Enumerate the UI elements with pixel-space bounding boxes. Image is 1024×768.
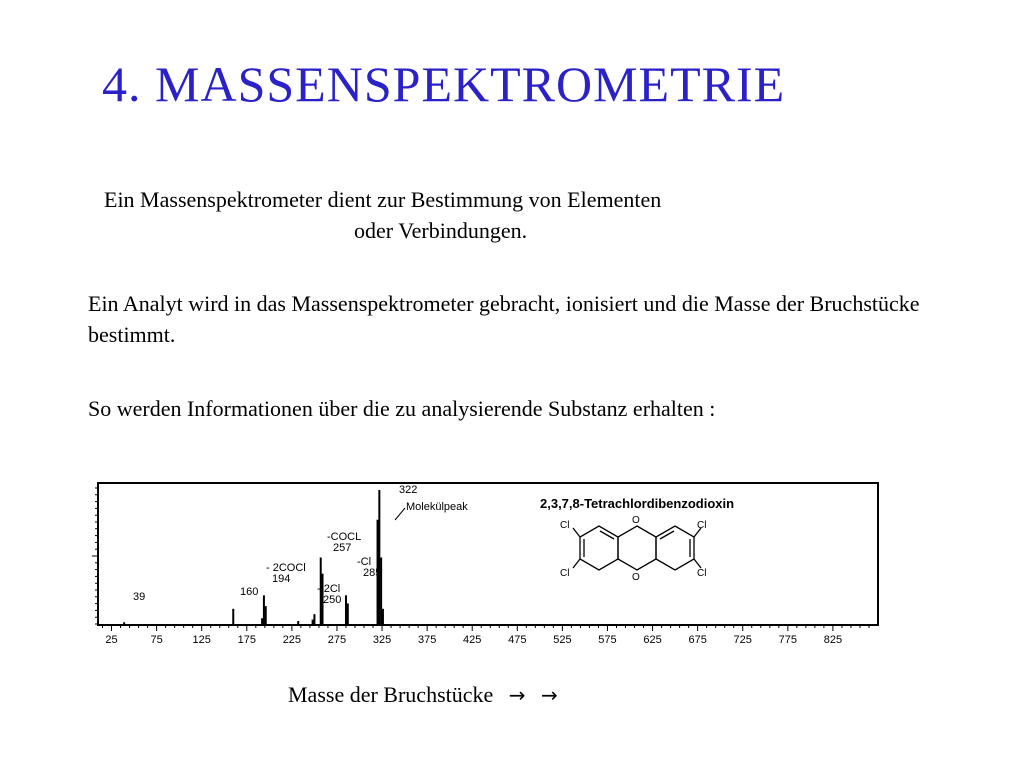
peak-annotation [327, 531, 361, 554]
right-arrow-icon: → [508, 683, 526, 707]
peak-annotation-line: 194 [272, 573, 291, 585]
peak-annotation-line: 322 [399, 484, 418, 496]
oxygen-label-bottom: O [632, 572, 640, 583]
spectrum-peaks [124, 490, 383, 625]
x-axis-ticks [103, 625, 869, 646]
peak-annotation-line: 250 [323, 594, 342, 606]
x-tick-label: 775 [778, 634, 798, 646]
chlorine-label-2: Cl [560, 568, 570, 579]
right-arrow-icon: → [541, 683, 558, 707]
caption-text: Masse der Bruchstücke [288, 682, 494, 707]
peak-annotation-line: 285 [363, 567, 382, 579]
spectrum-caption [288, 682, 558, 708]
peak-annotation [240, 586, 258, 598]
analyte-paragraph: Ein Analyt wird in das Massenspektrometer gebracht, ionisiert und die Masse der Bruchstücke bestimmt. [88, 291, 920, 347]
intro-paragraph [104, 184, 844, 246]
slide-title: 4. MASSENSPEKTROMETRIE [102, 56, 786, 112]
x-tick-label: 625 [643, 634, 662, 646]
x-tick-label: 375 [417, 634, 437, 646]
peak-annotation-line: 39 [133, 591, 146, 603]
molecular-peak-pointer [395, 508, 405, 520]
chlorine-label-4: Cl [697, 568, 707, 579]
peak-annotation [133, 591, 145, 603]
peak-annotation-line: -Cl [357, 556, 372, 568]
intro-line-2: oder Verbindungen. [354, 218, 528, 243]
x-tick-label: 475 [508, 634, 527, 646]
x-tick-label: 675 [688, 634, 707, 646]
peak-annotation-line: - 2Cl [317, 583, 341, 595]
x-tick-label: 75 [150, 634, 163, 646]
x-tick-label: 175 [237, 634, 256, 646]
x-tick-label: 825 [823, 634, 843, 646]
oxygen-label-top: O [632, 515, 640, 526]
x-tick-label: 125 [192, 634, 211, 646]
x-tick-label: 325 [372, 634, 392, 646]
peak-annotation-line: 160 [240, 586, 259, 598]
peak-annotation [399, 484, 417, 496]
peak-annotation-line: - 2COCl [266, 562, 306, 574]
x-tick-label: 725 [733, 634, 752, 646]
peak-annotation [266, 562, 306, 585]
peak-annotation-line: 257 [333, 542, 352, 554]
peak-annotation-line: Molekülpeak [406, 501, 468, 513]
x-tick-label: 275 [327, 634, 347, 646]
x-tick-label: 525 [553, 634, 572, 646]
x-tick-label: 575 [598, 634, 617, 646]
intro-line-1: Ein Massenspektrometer dient zur Bestimmung von Elementen [104, 187, 662, 212]
x-tick-label: 225 [282, 634, 302, 646]
information-paragraph: So werden Informationen über die zu analysierende Substanz erhalten : [88, 396, 716, 421]
chart-title: 2,3,7,8-Tetrachlordibenzodioxin [540, 496, 735, 511]
peak-annotations [133, 484, 468, 606]
x-tick-label: 25 [105, 634, 118, 646]
plot-frame [98, 483, 878, 625]
chlorine-label-3: Cl [697, 520, 707, 531]
mass-spectrum-chart [90, 478, 890, 646]
x-tick-label: 425 [463, 634, 482, 646]
chlorine-label-1: Cl [560, 520, 570, 531]
peak-annotation-line: -COCL [327, 531, 362, 543]
peak-annotation [406, 501, 468, 513]
y-axis-ticks [92, 488, 98, 624]
dioxin-structure [573, 526, 701, 570]
